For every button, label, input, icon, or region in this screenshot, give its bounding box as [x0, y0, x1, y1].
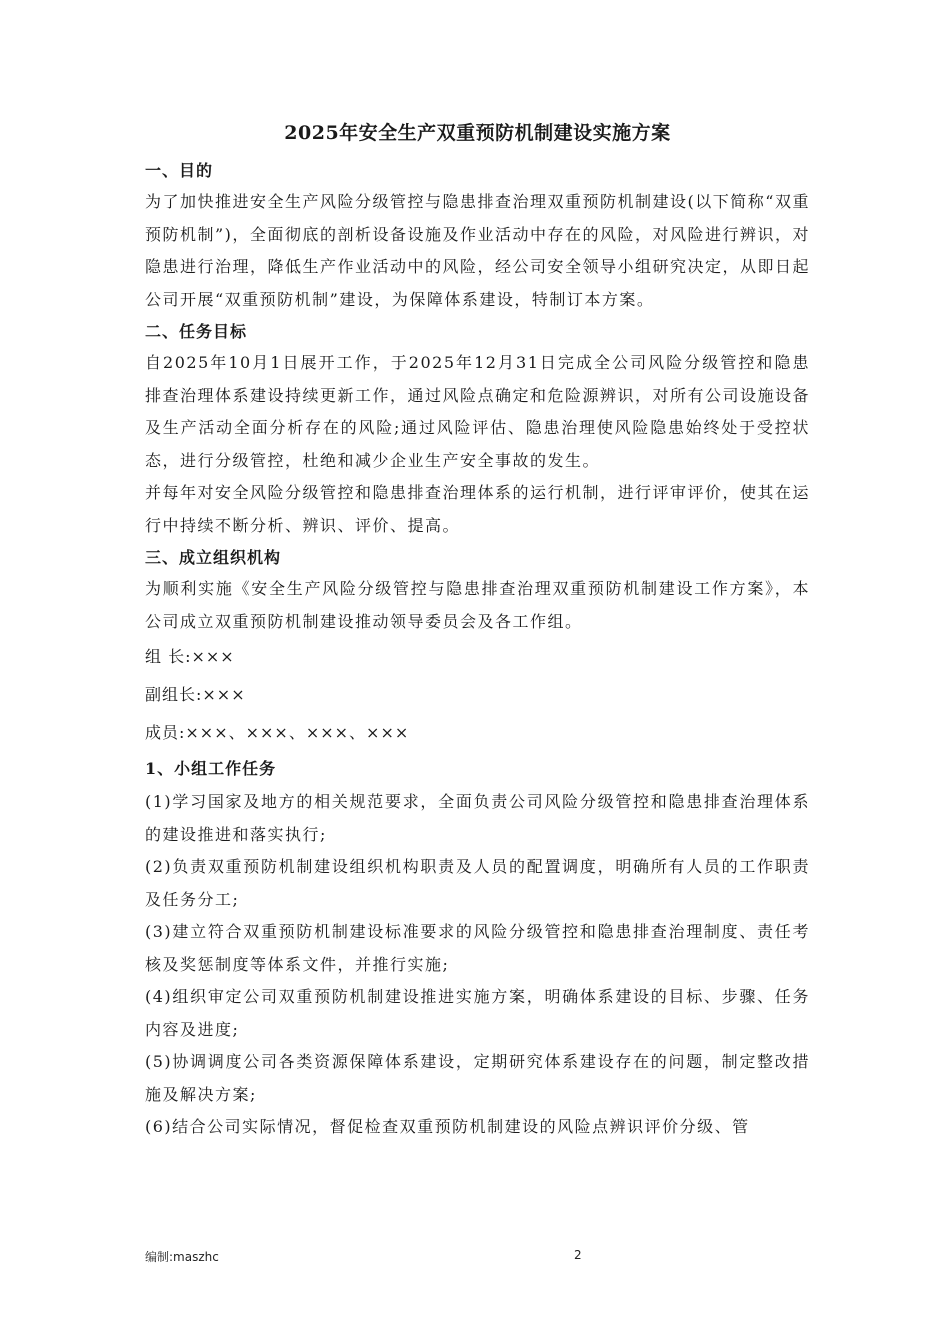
paragraph-goals-1: 自2025年10月1日展开工作，于2025年12月31日完成全公司风险分级管控和隐患排查治理体系建设持续更新工作，通过风险点确定和危险源辨识，对所有公司设施设备及生产活动全面分析存在的风险;通过风险评估、隐患治理使风险隐患始终处于受控状态，进行分级管控，杜绝和减少企业生产安全事故的发生。 — [145, 353, 811, 470]
task-item-5: (5)协调调度公司各类资源保障体系建设，定期研究体系建设存在的问题，制定整改措施及解决方案; — [145, 1052, 810, 1104]
section-heading-organization: 三、成立组织机构 — [145, 548, 282, 567]
footer-compiler: 编制:maszhc — [145, 1250, 219, 1264]
task-item-3: (3)建立符合双重预防机制建设标准要求的风险分级管控和隐患排查治理制度、责任考核及奖惩制度等体系文件，并推行实施; — [145, 922, 810, 974]
task-item-6: (6)结合公司实际情况，督促检查双重预防机制建设的风险点辨识评价分级、管 — [145, 1117, 750, 1136]
task-item-4: (4)组织审定公司双重预防机制建设推进实施方案，明确体系建设的目标、步骤、任务内容及进度; — [145, 987, 810, 1039]
paragraph-purpose: 为了加快推进安全生产风险分级管控与隐患排查治理双重预防机制建设(以下简称“双重预防机制”)，全面彻底的剖析设备设施及作业活动中存在的风险，对风险进行辨识，对隐患进行治理，降低生产作业活动中的风险，经公司安全领导小组研究决定，从即日起公司开展“双重预防机制”建设，为保障体系建设，特制订本方案。 — [145, 192, 811, 309]
document-body — [145, 108, 810, 1144]
paragraph-organization: 为顺利实施《安全生产风险分级管控与隐患排查治理双重预防机制建设工作方案》，本公司成立双重预防机制建设推动领导委员会及各工作组。 — [145, 579, 810, 631]
roster-deputy: 副组长:××× — [145, 685, 246, 704]
section-heading-goals: 二、任务目标 — [145, 322, 248, 341]
footer-page-number: 2 — [574, 1248, 582, 1262]
task-item-2: (2)负责双重预防机制建设组织机构职责及人员的配置调度，明确所有人员的工作职责及任务分工; — [145, 857, 810, 909]
subsection-heading-tasks: 1、小组工作任务 — [145, 759, 277, 778]
roster-leader: 组 长:××× — [145, 647, 235, 666]
section-heading-purpose: 一、目的 — [145, 161, 214, 180]
roster-members: 成员:×××、×××、×××、××× — [145, 723, 410, 742]
document-title: 2025年安全生产双重预防机制建设实施方案 — [284, 122, 671, 144]
paragraph-goals-2: 并每年对安全风险分级管控和隐患排查治理体系的运行机制，进行评审评价，使其在运行中持续不断分析、辨识、评价、提高。 — [145, 483, 811, 535]
task-item-1: (1)学习国家及地方的相关规范要求，全面负责公司风险分级管控和隐患排查治理体系的建设推进和落实执行; — [145, 792, 810, 844]
